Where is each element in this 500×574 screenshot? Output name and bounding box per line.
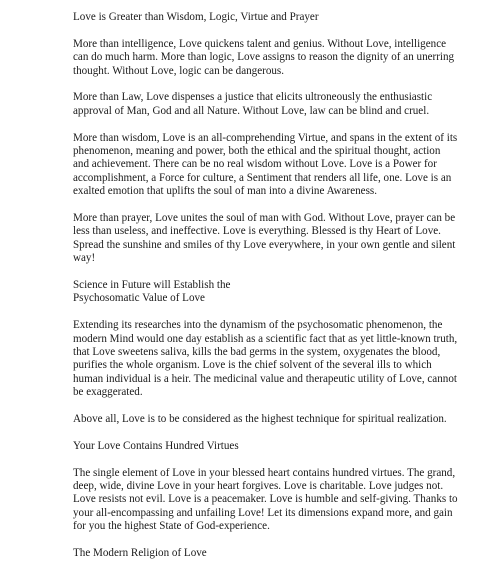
paragraph-psychosomatic: Extending its researches into the dynamism of the psychosomatic phenomenon, the modern Mind would one day establish as a scientific fact that as yet little-known truth, that Love sweetens saliva, kills the bad germs in the system, oxygenates the blood, purifies the whole organism. Love is the chief solvent of the several ills to which human individual is a heir. The medicinal value and therapeutic utility of Love, cannot be exaggerated. <box>73 319 458 399</box>
paragraph-law: More than Law, Love dispenses a justice that elicits ultroneously the enthusiastic approval of Man, God and all Nature. Without Love, law can be blind and cruel. <box>73 91 433 117</box>
paragraph-prayer: More than prayer, Love unites the soul of man with God. Without Love, prayer can be less than useless, and ineffective. Love is everything. Blessed is thy Heart of Love. Spread the sunshine and smiles of thy Love everywhere, in your own gentle and silent way! <box>73 212 456 265</box>
section-heading-science-line1: Science in Future will Establish the <box>73 279 231 292</box>
document-page <box>73 11 458 574</box>
section-heading-science <box>73 279 458 306</box>
section-title: Love is Greater than Wisdom, Logic, Virtue and Prayer <box>73 11 319 23</box>
paragraph-virtues: The single element of Love in your blessed heart contains hundred virtues. The grand, deep, wide, divine Love in your heart forgives. Love is charitable. Love judges not. Love resists not evil. Love is a peacemaker. Love is humble and self-giving. Thanks to your all-encompassing and unfailing Love! Let its dimensions expand more, and gain for you the highest State of God-experience. <box>73 466 458 533</box>
paragraph-intelligence: More than intelligence, Love quickens talent and genius. Without Love, intelligence can do much harm. More than logic, Love assigns to reason the dignity of an unerring thought. Without Love, logic can be dangerous. <box>73 37 455 77</box>
paragraph-spiritual-technique: Above all, Love is to be considered as the highest technique for spiritual realization. <box>73 413 447 426</box>
section-heading-virtues: Your Love Contains Hundred Virtues <box>73 439 239 452</box>
section-heading-science-line2: Psychosomatic Value of Love <box>73 292 205 305</box>
paragraph-wisdom: More than wisdom, Love is an all-comprehending Virtue, and spans in the extent of its phenomenon, meaning and power, both the ethical and the spiritual thought, action and achievement. There can be no real wisdom without Love. Love is a Power for accomplishment, a Force for culture, a Sentiment that renders all life, one. Love is an exalted emotion that uplifts the soul of man into a divine Awareness. <box>73 131 458 198</box>
section-heading-modern-religion: The Modern Religion of Love <box>73 547 207 560</box>
